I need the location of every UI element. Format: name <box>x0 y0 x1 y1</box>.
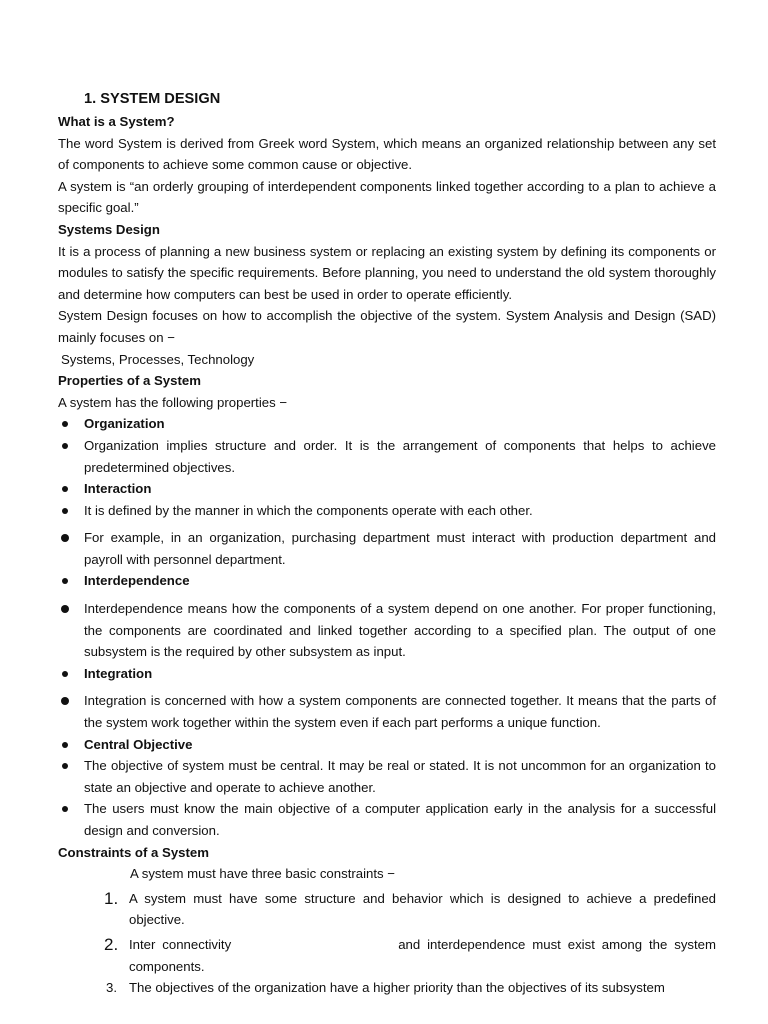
bullet-icon <box>62 578 68 584</box>
document-page <box>58 88 716 999</box>
bullet-icon <box>62 763 68 769</box>
list-item: For example, in an organization, purchasing department must interact with production department and payroll with personnel department. <box>58 527 716 570</box>
paragraph: The word System is derived from Greek word System, which means an organized relationship between any set of components to achieve some common cause or objective. <box>58 135 716 173</box>
list-item: Interdependence <box>58 570 716 592</box>
bullet-icon <box>62 806 68 812</box>
list-item: Integration <box>58 663 716 685</box>
constraints-list <box>58 888 716 999</box>
section-heading-systems-design: Systems Design <box>58 221 160 237</box>
bullet-icon <box>61 697 69 705</box>
list-item: 2. Inter connectivity and interdependence must exist among the system components. <box>104 934 717 974</box>
bullet-icon <box>62 421 68 427</box>
paragraph: It is a process of planning a new business system or replacing an existing system by defining its components or modules to satisfy the specific requirements. Before planning, you need to understand the old system thoroughly and determine how computers can best be used in order to operate efficiently. <box>58 243 716 302</box>
bullet-icon <box>62 443 68 449</box>
paragraph: System Design focuses on how to accomplish the objective of the system. System Analysis and Design (SAD) mainly focuses on − <box>58 308 716 345</box>
list-number: 3. <box>106 980 117 996</box>
list-item: Interdependence means how the components of a system depend on one another. For proper functioning, the components are coordinated and linked together according to a specified plan. The output of one subsystem is the required by other subsystem as input. <box>58 598 716 663</box>
bullet-icon <box>62 742 68 748</box>
section-heading-properties: Properties of a System <box>58 373 201 389</box>
list-item: Central Objective <box>58 734 716 756</box>
paragraph: A system is “an orderly grouping of interdependent components linked together according to a plan to achieve a specific goal.” <box>58 178 716 216</box>
section-heading-what-is-system: What is a System? <box>58 114 175 129</box>
section-heading-constraints: Constraints of a System <box>58 844 209 860</box>
bullet-icon <box>62 486 68 492</box>
page-title: 1. SYSTEM DESIGN <box>84 91 221 107</box>
paragraph: A system has the following properties − <box>58 394 288 410</box>
list-number: 1. <box>104 888 119 908</box>
list-item: Integration is concerned with how a system components are connected together. It means that the parts of the system work together within the system even if each part performs a unique function. <box>58 690 716 733</box>
list-item: The users must know the main objective of a computer application early in the analysis for a successful design and conversion. <box>58 798 716 841</box>
list-item: 1. A system must have some structure and behavior which is designed to achieve a predefined objective. <box>104 888 716 928</box>
bullet-icon <box>61 605 69 613</box>
list-item: The objective of system must be central. It may be real or stated. It is not uncommon for an organization to state an objective and operate to achieve another. <box>58 755 716 798</box>
list-item: Organization implies structure and order. It is the arrangement of components that helps to achieve predetermined objectives. <box>58 435 716 478</box>
bullet-icon <box>61 534 69 542</box>
list-item: It is defined by the manner in which the components operate with each other. <box>58 500 716 522</box>
bullet-icon <box>62 671 68 677</box>
paragraph: A system must have three basic constraints − <box>130 866 395 882</box>
list-number: 2. <box>104 934 119 954</box>
list-item: Organization <box>58 413 716 435</box>
bullet-icon <box>62 508 68 514</box>
list-item: Interaction <box>58 478 716 500</box>
list-item: 3. The objectives of the organization have a higher priority than the objectives of its subsystem <box>58 977 716 999</box>
paragraph: Systems, Processes, Technology <box>61 351 255 367</box>
properties-list <box>58 413 716 841</box>
